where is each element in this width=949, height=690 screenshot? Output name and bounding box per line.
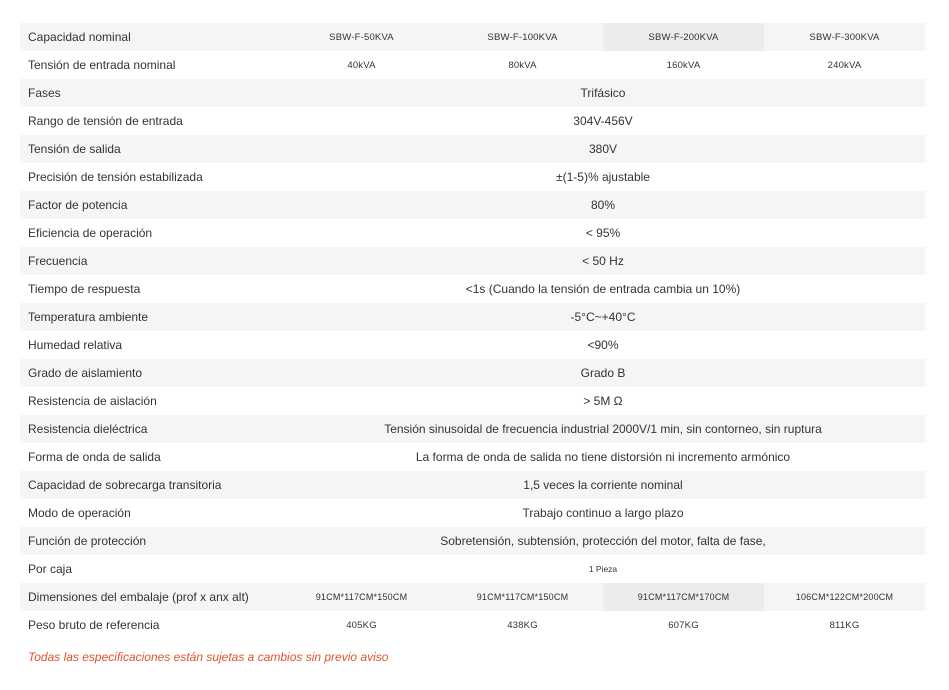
row-value: 304V-456V: [573, 114, 633, 128]
row-overload: [20, 471, 925, 499]
value-300kva: 106CM*122CM*200CM: [795, 592, 894, 602]
row-label: Temperatura ambiente: [28, 310, 149, 324]
value-200kva: SBW-F-200KVA: [603, 23, 764, 51]
row-value: Sobretensión, subtensión, protección del motor, falta de fase,: [440, 534, 766, 548]
row-label: Capacidad nominal: [28, 30, 131, 44]
row-label: Rango de tensión de entrada: [28, 114, 183, 128]
row-dimensions: [20, 583, 925, 611]
row-label: Dimensiones del embalaje (prof x anx alt): [28, 590, 249, 604]
row-ambient-temp: [20, 303, 925, 331]
row-label: Resistencia de aislación: [28, 394, 157, 408]
row-value: La forma de onda de salida no tiene distorsión ni incremento armónico: [415, 450, 791, 464]
row-response-time: [20, 275, 925, 303]
row-insulation-grade: [20, 359, 925, 387]
row-label: Grado de aislamiento: [28, 366, 143, 380]
row-protection: [20, 527, 925, 555]
row-operation-mode: [20, 499, 925, 527]
row-label: Forma de onda de salida: [28, 450, 161, 464]
row-label: Frecuencia: [28, 254, 88, 268]
row-label: Peso bruto de referencia: [28, 618, 160, 632]
row-value: Trabajo continuo a largo plazo: [522, 506, 684, 520]
row-value: Grado B: [580, 366, 626, 380]
value-100kva: SBW-F-100KVA: [487, 31, 558, 43]
row-insulation-resistance: [20, 387, 925, 415]
value-200kva: 91CM*117CM*170CM: [603, 583, 764, 611]
row-value: < 95%: [585, 226, 621, 240]
row-per-box: [20, 555, 925, 583]
row-value: < 50 Hz: [582, 254, 624, 268]
row-value: 80%: [590, 198, 616, 212]
row-value: 1,5 veces la corriente nominal: [523, 478, 683, 492]
row-label: Precisión de tensión estabilizada: [28, 170, 203, 184]
value-50kva: 405KG: [346, 619, 377, 631]
row-weight: [20, 611, 925, 639]
value-200kva: 160kVA: [603, 51, 764, 79]
value-100kva: 80kVA: [508, 59, 537, 71]
row-label: Modo de operación: [28, 506, 131, 520]
row-label: Capacidad de sobrecarga transitoria: [28, 478, 222, 492]
value-50kva: 91CM*117CM*150CM: [315, 592, 408, 602]
row-label: Tensión de entrada nominal: [28, 58, 176, 72]
row-values: [281, 583, 925, 611]
row-value: 1 Pieza: [588, 564, 618, 574]
row-label: Resistencia dieléctrica: [28, 422, 148, 436]
row-label: Tensión de salida: [28, 142, 121, 156]
row-values: [281, 611, 925, 639]
row-label: Función de protección: [28, 534, 147, 548]
row-label: Fases: [28, 86, 61, 100]
row-value: -5°C~+40°C: [570, 310, 636, 324]
row-input-range: [20, 107, 925, 135]
row-label: Eficiencia de operación: [28, 226, 153, 240]
row-frequency: [20, 247, 925, 275]
row-capacity: [20, 23, 925, 51]
row-label: Factor de potencia: [28, 198, 128, 212]
row-value: > 5M Ω: [583, 394, 623, 408]
row-power-factor: [20, 191, 925, 219]
row-humidity: [20, 331, 925, 359]
row-waveform: [20, 443, 925, 471]
row-value: 380V: [588, 142, 618, 156]
row-value: <90%: [587, 338, 619, 352]
row-value: Tensión sinusoidal de frecuencia industrial 2000V/1 min, sin contorneo, sin ruptura: [384, 422, 822, 436]
spec-table: [20, 23, 925, 639]
row-efficiency: [20, 219, 925, 247]
row-value: <1s (Cuando la tensión de entrada cambia un 10%): [465, 282, 741, 296]
value-300kva: 811KG: [829, 619, 860, 631]
value-100kva: 91CM*117CM*150CM: [476, 592, 569, 602]
row-label: Tiempo de respuesta: [28, 282, 141, 296]
row-phases: [20, 79, 925, 107]
row-label: Humedad relativa: [28, 338, 123, 352]
row-value: Trifásico: [580, 86, 626, 100]
disclaimer-footnote: Todas las especificaciones están sujetas a cambios sin previo aviso: [28, 650, 389, 664]
value-50kva: 40kVA: [347, 59, 376, 71]
row-input-voltage-nominal: [20, 51, 925, 79]
value-100kva: 438KG: [507, 619, 538, 631]
value-300kva: SBW-F-300KVA: [809, 31, 880, 43]
row-values: [281, 51, 925, 79]
row-output-voltage: [20, 135, 925, 163]
row-values: [281, 23, 925, 51]
value-300kva: 240kVA: [827, 59, 862, 71]
row-dielectric: [20, 415, 925, 443]
value-200kva: 607KG: [603, 611, 764, 639]
value-50kva: SBW-F-50KVA: [329, 31, 394, 43]
row-value: ±(1-5)% ajustable: [556, 170, 650, 184]
row-accuracy: [20, 163, 925, 191]
row-label: Por caja: [28, 562, 73, 576]
